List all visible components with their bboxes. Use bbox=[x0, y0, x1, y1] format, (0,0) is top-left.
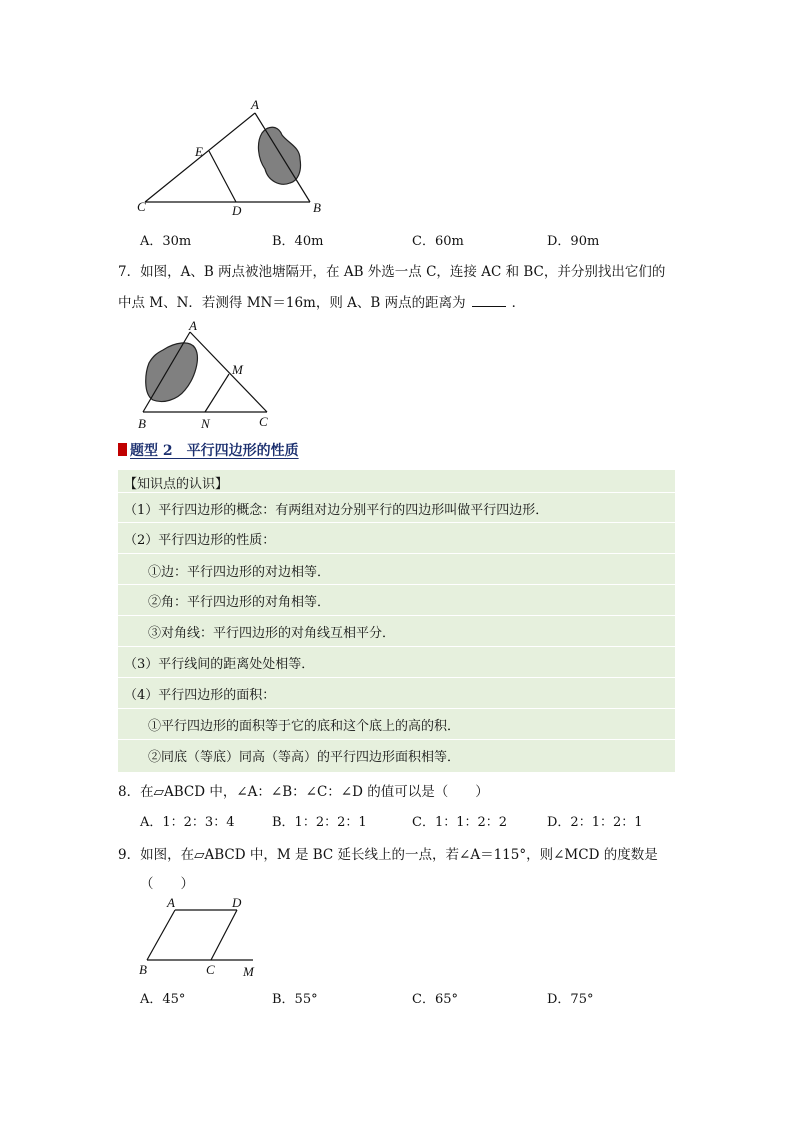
knowledge-row: （1）平行四边形的概念：有两组对边分别平行的四边形叫做平行四边形． bbox=[124, 503, 549, 518]
q8-option-b[interactable]: B．1：2：2：1 bbox=[272, 815, 367, 830]
knowledge-row: ②同底（等底）同高（等高）的平行四边形面积相等． bbox=[148, 750, 461, 765]
knowledge-row: （2）平行四边形的性质： bbox=[124, 533, 276, 548]
label-N: N bbox=[201, 416, 210, 431]
q9-option-a[interactable]: A．45° bbox=[140, 992, 186, 1007]
q9-stem: 9．如图，在▱ABCD 中，M 是 BC 延长线上的一点，若∠A＝115°，则∠MCD 的度数是 bbox=[118, 847, 658, 863]
q9-answer-paren[interactable]: （ ） bbox=[140, 876, 194, 892]
figure-parallelogram bbox=[135, 893, 265, 983]
q7-stem-line1: 7．如图，A、B 两点被池塘隔开，在 AB 外选一点 C，连接 AC 和 BC，并分别找出它们的 bbox=[118, 264, 666, 280]
segment-ED bbox=[209, 151, 236, 202]
segment-DC bbox=[211, 910, 237, 960]
q9-option-b[interactable]: B．55° bbox=[272, 992, 318, 1007]
knowledge-row: ①平行四边形的面积等于它的底和这个底上的高的积． bbox=[148, 719, 461, 734]
q6-option-a[interactable]: A．30m bbox=[140, 234, 192, 249]
label-B: B bbox=[139, 962, 147, 977]
q7-stem-line2-end: ． bbox=[511, 295, 526, 311]
knowledge-box bbox=[118, 470, 675, 772]
knowledge-row: ③对角线：平行四边形的对角线互相平分． bbox=[148, 626, 396, 641]
q7-stem-line2-text: 中点 M、N．若测得 MN＝16m，则 A、B 两点的距离为 bbox=[118, 295, 466, 311]
label-C: C bbox=[137, 199, 146, 214]
label-A: A bbox=[167, 895, 175, 910]
figure-triangle-pond-1 bbox=[130, 95, 340, 220]
q9-option-c[interactable]: C．65° bbox=[412, 992, 458, 1007]
label-C: C bbox=[206, 962, 215, 977]
q6-option-c[interactable]: C．60m bbox=[412, 234, 464, 249]
pond-shape bbox=[146, 343, 198, 402]
q8-option-c[interactable]: C．1：1：2：2 bbox=[412, 815, 508, 830]
label-M: M bbox=[243, 964, 254, 979]
q8-stem: 8．在▱ABCD 中，∠A：∠B：∠C：∠D 的值可以是（ ） bbox=[118, 784, 489, 800]
label-B: B bbox=[138, 416, 146, 431]
label-B: B bbox=[313, 200, 321, 215]
label-D: D bbox=[232, 203, 242, 218]
knowledge-row: （3）平行线间的距离处处相等． bbox=[124, 657, 315, 672]
section-title-text: 题型 2 平行四边形的性质 bbox=[130, 443, 299, 459]
label-A: A bbox=[189, 318, 197, 333]
label-E: E bbox=[195, 144, 203, 159]
section-title bbox=[118, 440, 299, 460]
knowledge-heading: 【知识点的认识】 bbox=[124, 477, 229, 492]
q6-option-d[interactable]: D．90m bbox=[547, 234, 600, 249]
q6-option-b[interactable]: B．40m bbox=[272, 234, 324, 249]
label-A: A bbox=[251, 97, 259, 112]
knowledge-row: ②角：平行四边形的对角相等． bbox=[148, 595, 331, 610]
segment-AC bbox=[190, 332, 267, 412]
figure-triangle-pond-2 bbox=[135, 318, 285, 433]
label-C: C bbox=[259, 414, 268, 429]
section-marker-icon bbox=[118, 443, 127, 456]
knowledge-row: ①边：平行四边形的对边相等． bbox=[148, 565, 331, 580]
q7-answer-blank[interactable] bbox=[472, 296, 506, 307]
label-M: M bbox=[232, 362, 243, 377]
q8-option-d[interactable]: D．2：1：2：1 bbox=[547, 815, 643, 830]
label-D: D bbox=[232, 895, 242, 910]
segment-MN bbox=[205, 374, 229, 412]
segment-AB bbox=[147, 910, 175, 960]
q9-option-d[interactable]: D．75° bbox=[547, 992, 594, 1007]
knowledge-row: （4）平行四边形的面积： bbox=[124, 688, 276, 703]
q8-option-a[interactable]: A．1：2：3：4 bbox=[140, 815, 235, 830]
q7-stem-line2 bbox=[118, 291, 525, 311]
